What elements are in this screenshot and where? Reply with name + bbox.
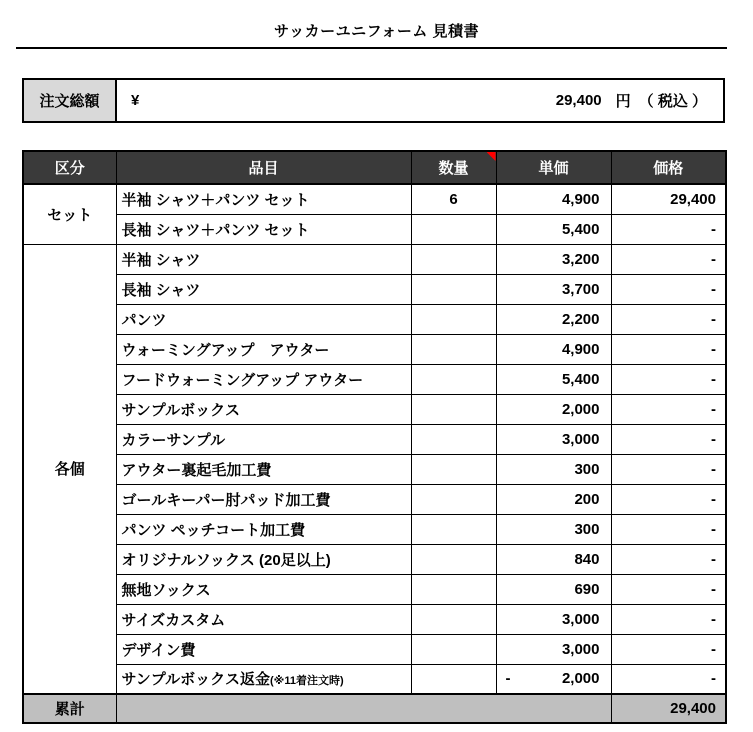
item-label: ゴールキーパー肘パッド加工費 [121, 491, 331, 509]
unit-price-cell [496, 484, 611, 514]
footer-total: 29,400 [611, 694, 726, 723]
item-cell [116, 364, 411, 394]
item-cell [116, 334, 411, 364]
price-cell: - [611, 424, 726, 454]
footer-label: 累計 [23, 694, 116, 723]
item-cell [116, 424, 411, 454]
unit-price-value: 840 [574, 550, 600, 568]
table-row [23, 424, 726, 454]
unit-price-sign: - [505, 670, 511, 688]
order-total-label: 注文総額 [24, 80, 117, 121]
item-cell [116, 514, 411, 544]
unit-price-value: 5,400 [561, 220, 600, 238]
item-label: サンプルボックス返金 [121, 671, 271, 689]
price-cell: - [611, 514, 726, 544]
item-label: 長袖 シャツ＋パンツ セット [121, 221, 310, 239]
table-row [23, 214, 726, 244]
unit-price-cell [496, 424, 611, 454]
comment-indicator-icon [487, 152, 496, 161]
item-label: 半袖 シャツ [121, 251, 201, 269]
price-cell: - [611, 454, 726, 484]
quotation-table [22, 150, 727, 724]
price-cell: - [611, 394, 726, 424]
quantity-cell [411, 454, 496, 484]
unit-price-value: 3,700 [561, 280, 600, 298]
order-amount: 29,400 [555, 92, 602, 109]
price-cell: - [611, 544, 726, 574]
price-cell: - [611, 274, 726, 304]
item-cell [116, 244, 411, 274]
table-row [23, 364, 726, 394]
item-label: アウター裏起毛加工費 [121, 461, 272, 479]
unit-price-value: 4,900 [561, 340, 600, 358]
item-label: 半袖 シャツ＋パンツ セット [121, 191, 310, 209]
unit-price-value: 690 [574, 580, 600, 598]
price-cell: 29,400 [611, 184, 726, 214]
table-row [23, 544, 726, 574]
group-cell: 各個 [23, 244, 116, 694]
order-amount-group [556, 90, 707, 111]
table-footer-row [23, 694, 726, 723]
unit-price-value: 300 [574, 460, 600, 478]
item-cell [116, 304, 411, 334]
table-row [23, 184, 726, 214]
table-row [23, 244, 726, 274]
quantity-cell [411, 634, 496, 664]
unit-price-cell [496, 454, 611, 484]
table-header-row [23, 151, 726, 184]
item-label: パンツ ペッチコート加工費 [121, 521, 306, 539]
table-row [23, 274, 726, 304]
currency-symbol: ¥ [131, 92, 140, 109]
header-price: 価格 [611, 151, 726, 184]
unit-price-value: 3,000 [561, 430, 600, 448]
quantity-cell [411, 334, 496, 364]
table-row [23, 394, 726, 424]
item-cell [116, 544, 411, 574]
price-cell: - [611, 244, 726, 274]
price-cell: - [611, 304, 726, 334]
table-row [23, 604, 726, 634]
quantity-cell [411, 244, 496, 274]
quantity-cell [411, 544, 496, 574]
header-quantity [411, 151, 496, 184]
item-cell [116, 664, 411, 694]
quantity-cell: 6 [411, 184, 496, 214]
table-row [23, 484, 726, 514]
unit-price-cell [496, 304, 611, 334]
quantity-cell [411, 484, 496, 514]
price-cell: - [611, 604, 726, 634]
quantity-cell [411, 514, 496, 544]
price-cell: - [611, 574, 726, 604]
item-cell [116, 214, 411, 244]
unit-price-cell [496, 544, 611, 574]
table-row [23, 304, 726, 334]
unit-price-cell [496, 394, 611, 424]
unit-price-value: 200 [574, 490, 600, 508]
price-cell: - [611, 484, 726, 514]
item-note: (※11着注文時) [270, 675, 344, 688]
header-category: 区分 [23, 151, 116, 184]
item-label: デザイン費 [121, 641, 196, 659]
header-quantity-label: 数量 [438, 160, 469, 177]
unit-price-value: 3,000 [561, 640, 600, 658]
unit-price-cell [496, 184, 611, 214]
item-cell [116, 454, 411, 484]
quantity-cell [411, 604, 496, 634]
item-cell [116, 604, 411, 634]
title-divider [16, 47, 727, 49]
unit-price-cell [496, 664, 611, 694]
unit-price-value: 2,200 [561, 310, 600, 328]
item-label: カラーサンプル [121, 431, 226, 449]
item-label: 長袖 シャツ [121, 281, 201, 299]
item-cell [116, 274, 411, 304]
unit-price-cell [496, 364, 611, 394]
item-cell [116, 634, 411, 664]
table-row [23, 664, 726, 694]
page-title: サッカーユニフォーム 見積書 [273, 23, 480, 40]
table-body [23, 184, 726, 694]
price-cell: - [611, 334, 726, 364]
table-row [23, 574, 726, 604]
footer-spacer [116, 694, 611, 723]
quantity-cell [411, 664, 496, 694]
unit-price-value: 3,200 [561, 250, 600, 268]
price-cell: - [611, 364, 726, 394]
unit-price-cell [496, 604, 611, 634]
header-unit-price: 単価 [496, 151, 611, 184]
unit-price-value: 300 [574, 520, 600, 538]
quantity-cell [411, 304, 496, 334]
tax-included-note: （ 税込 ） [638, 93, 707, 110]
order-total-value [117, 80, 723, 121]
price-cell: - [611, 634, 726, 664]
item-label: ウォーミングアップ アウター [121, 341, 330, 359]
order-amount-unit: 円 [615, 93, 631, 110]
price-cell: - [611, 214, 726, 244]
unit-price-cell [496, 274, 611, 304]
item-label: パンツ [121, 311, 167, 329]
item-cell [116, 394, 411, 424]
order-total-box [22, 78, 725, 123]
group-cell: セット [23, 184, 116, 244]
item-cell [116, 574, 411, 604]
item-label: サンプルボックス [121, 401, 241, 419]
quantity-cell [411, 424, 496, 454]
table-row [23, 454, 726, 484]
item-label: オリジナルソックス (20足以上) [121, 551, 331, 569]
unit-price-cell [496, 334, 611, 364]
item-label: フードウォーミングアップ アウター [121, 371, 364, 389]
unit-price-value: 2,000 [561, 670, 600, 688]
unit-price-cell [496, 514, 611, 544]
unit-price-cell [496, 214, 611, 244]
unit-price-value: 2,000 [561, 400, 600, 418]
unit-price-cell [496, 244, 611, 274]
unit-price-value: 3,000 [561, 610, 600, 628]
table-row [23, 334, 726, 364]
item-label: サイズカスタム [121, 611, 226, 629]
header-item: 品目 [116, 151, 411, 184]
quantity-cell [411, 394, 496, 424]
item-cell [116, 184, 411, 214]
quantity-cell [411, 364, 496, 394]
table-row [23, 514, 726, 544]
price-cell: - [611, 664, 726, 694]
unit-price-value: 5,400 [561, 370, 600, 388]
quantity-cell [411, 574, 496, 604]
quantity-cell [411, 214, 496, 244]
table-row [23, 634, 726, 664]
item-label: 無地ソックス [121, 581, 211, 599]
item-cell [116, 484, 411, 514]
quantity-cell [411, 274, 496, 304]
unit-price-cell [496, 634, 611, 664]
unit-price-cell [496, 574, 611, 604]
unit-price-value: 4,900 [561, 190, 600, 208]
